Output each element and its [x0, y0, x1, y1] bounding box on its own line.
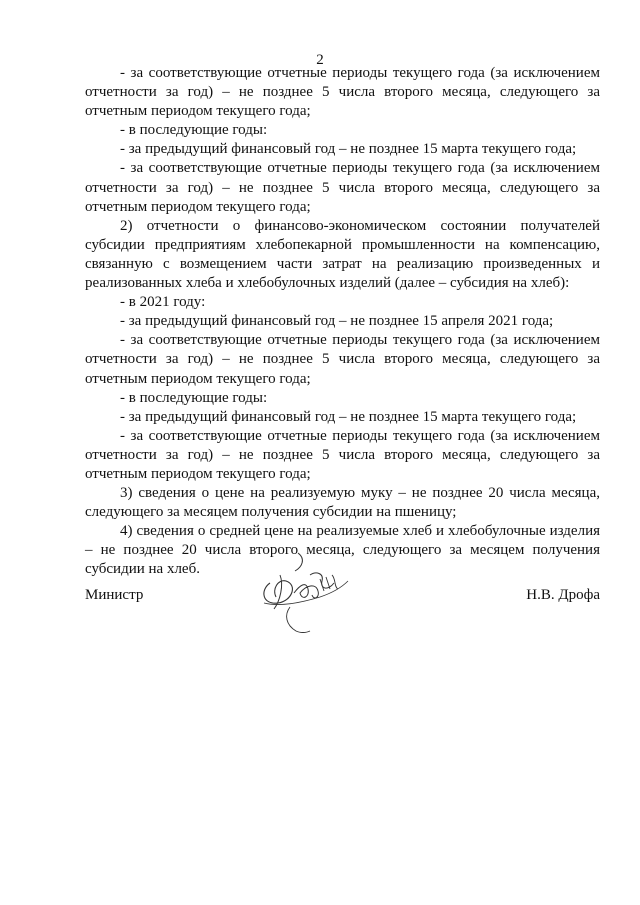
signatory-name: Н.В. Дрофа — [526, 587, 600, 603]
paragraph: - за предыдущий финансовый год – не позднее 15 марта текущего года; — [120, 408, 577, 425]
paragraph: - за соответствующие отчетные периоды текущего года (за исключением отчетности за год) – не позднее 5 числа второго месяца, следующего за отчетным периодом текущего года; — [85, 160, 600, 215]
paragraph: 3) сведения о цене на реализуемую муку – не позднее 20 числа месяца, следующего за месяцем получения субсидии на пшеницу; — [85, 485, 600, 521]
paragraph: - за соответствующие отчетные периоды текущего года (за исключением отчетности за год) – не позднее 5 числа второго месяца, следующего за отчетным периодом текущего года; — [85, 332, 600, 387]
paragraph: 4) сведения о средней цене на реализуемые хлеб и хлебобулочные изделия – не позднее 20 числа второго месяца, следующего за месяцем получения субсидии на хлеб. — [85, 523, 600, 578]
page-number: 2 — [316, 52, 324, 68]
paragraph: - в последующие годы: — [120, 122, 268, 139]
paragraph: - в 2021 году: — [120, 294, 206, 311]
handwritten-signature — [250, 545, 355, 640]
document-body — [85, 64, 600, 580]
paragraph: - в последующие годы: — [120, 389, 268, 406]
paragraph: - за предыдущий финансовый год – не позднее 15 марта текущего года; — [120, 141, 577, 158]
paragraph: 2) отчетности о финансово-экономическом состоянии получателей субсидии предприятиям хлебопекарной промышленности на компенсацию, связанную с возмещением части затрат на реализацию произведенных и реализованных хлеба и хлебобулочных изделий (далее – субсидия на хлеб): — [85, 217, 600, 292]
signatory-title: Министр — [85, 587, 144, 603]
paragraph: - за предыдущий финансовый год – не позднее 15 апреля 2021 года; — [120, 313, 554, 330]
paragraph: - за соответствующие отчетные периоды текущего года (за исключением отчетности за год) – не позднее 5 числа второго месяца, следующего за отчетным периодом текущего года; — [85, 427, 600, 482]
paragraph: - за соответствующие отчетные периоды текущего года (за исключением отчетности за год) – не позднее 5 числа второго месяца, следующего за отчетным периодом текущего года; — [85, 65, 600, 120]
